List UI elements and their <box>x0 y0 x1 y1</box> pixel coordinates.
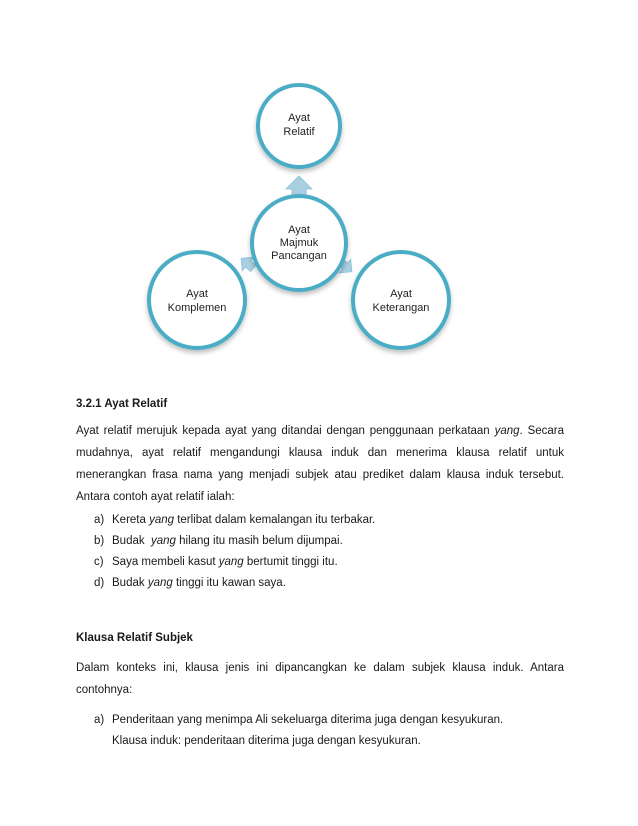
node-center-line2: Majmuk <box>279 237 319 249</box>
list-marker: c) <box>94 556 104 568</box>
example-italic: yang <box>218 556 244 568</box>
list-marker: a) <box>94 514 105 526</box>
node-komplemen-line1: Ayat <box>186 288 208 300</box>
example-italic: yang <box>147 577 173 589</box>
list-marker: a) <box>94 714 105 726</box>
list-marker: d) <box>94 577 105 589</box>
example-text: Kereta <box>112 514 150 526</box>
node-keterangan-line1: Ayat <box>390 288 412 300</box>
subsection-example <box>94 710 503 752</box>
example-text: Saya membeli kasut <box>112 556 219 568</box>
node-keterangan-line2: Keterangan <box>372 302 430 314</box>
list-marker: b) <box>94 535 105 547</box>
list-item-continuation <box>94 731 503 752</box>
example-italic: yang <box>149 514 175 526</box>
list-item <box>94 531 375 552</box>
node-center-line3: Pancangan <box>271 250 327 262</box>
para-text-italic: yang <box>494 425 520 437</box>
node-relatif-line2: Relatif <box>283 126 315 138</box>
examples-list <box>94 510 375 594</box>
example-text: Budak <box>112 577 148 589</box>
relative-clause-diagram <box>0 0 638 370</box>
list-item <box>94 573 375 594</box>
node-keterangan <box>353 252 449 348</box>
list-item <box>94 552 375 573</box>
node-center <box>252 196 346 290</box>
node-komplemen <box>149 252 245 348</box>
subsection-paragraph: Dalam konteks ini, klausa jenis ini dipancangkan ke dalam subjek klausa induk. Antara contohnya: <box>76 662 564 696</box>
example-text: tinggi itu kawan saya. <box>172 577 286 589</box>
node-relatif <box>258 85 340 167</box>
node-center-line1: Ayat <box>288 224 310 236</box>
node-relatif-line1: Ayat <box>288 112 310 124</box>
example-line-1: Penderitaan yang menimpa Ali sekeluarga diterima juga dengan kesyukuran. <box>112 714 504 726</box>
para-text-before: Ayat relatif merujuk kepada ayat yang ditandai dengan penggunaan perkataan <box>76 425 495 437</box>
example-italic: yang <box>151 535 176 547</box>
list-item <box>94 710 503 731</box>
example-text: terlibat dalam kemalangan itu terbakar. <box>174 514 376 526</box>
example-text: Budak <box>112 535 151 547</box>
node-komplemen-line2: Komplemen <box>167 302 227 314</box>
list-item <box>94 510 375 531</box>
section-heading: 3.2.1 Ayat Relatif <box>76 398 168 410</box>
arrow-up-icon <box>286 176 312 197</box>
example-text: bertumit tinggi itu. <box>243 556 338 568</box>
example-text: hilang itu masih belum dijumpai. <box>175 535 343 547</box>
section-paragraph <box>76 420 564 508</box>
para-text-after: . Secara mudahnya, ayat relatif mengandungi klausa induk dan menerima klausa relatif untuk menerangkan frasa nama yang menjadi subjek atau prediket dalam klausa induk tersebut. Antara contoh ayat relatif ialah: <box>76 425 565 503</box>
subsection-heading: Klausa Relatif Subjek <box>76 632 193 644</box>
example-line-2: Klausa induk: penderitaan diterima juga dengan kesyukuran. <box>112 735 421 747</box>
